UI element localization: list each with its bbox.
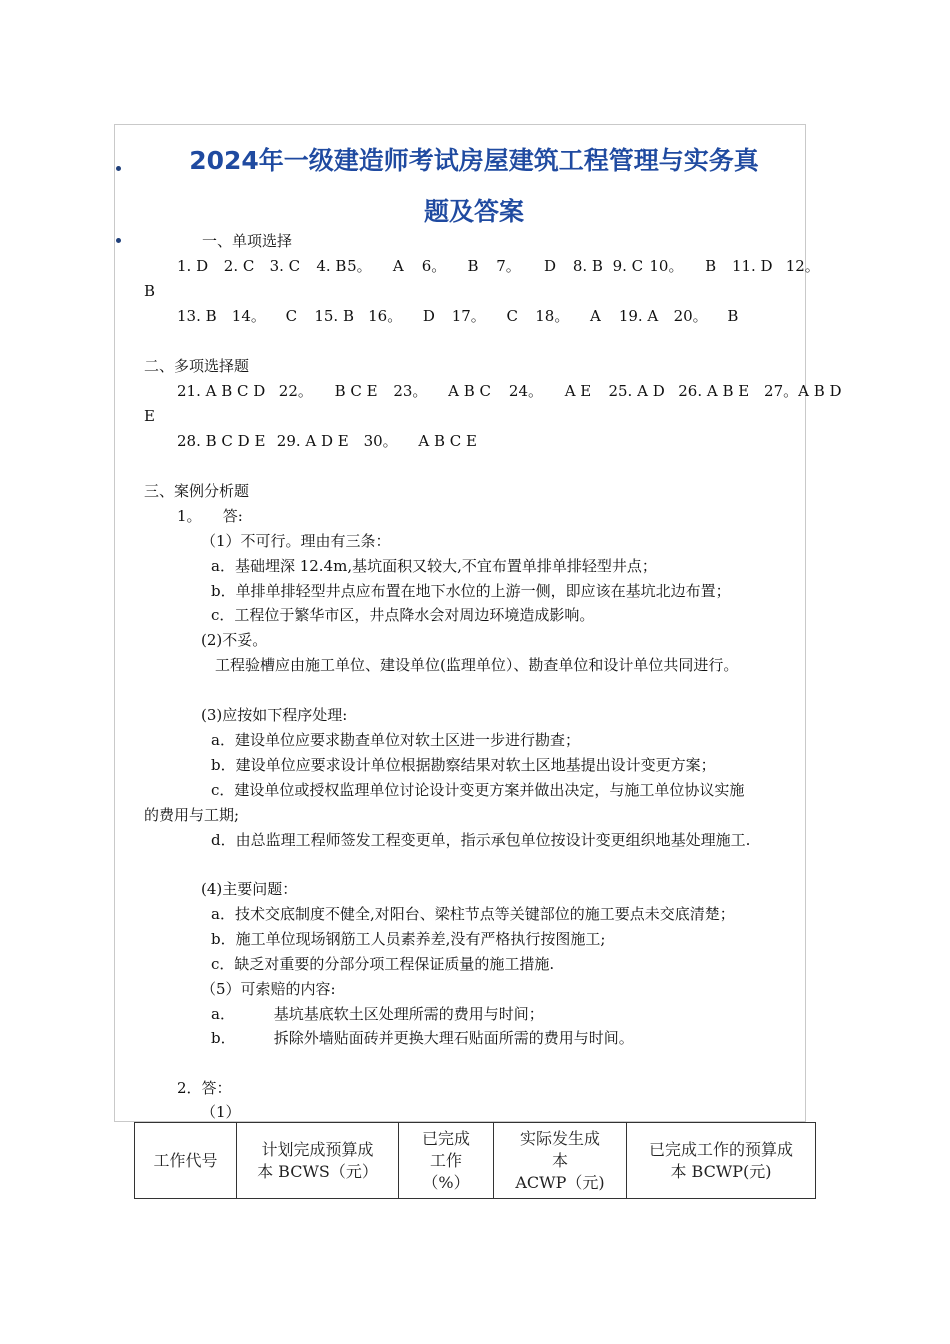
section-heading-case-analysis: 三、案例分析题 (144, 482, 250, 500)
list-text: 拆除外墙贴面砖并更换大理石贴面所需的费用与时间。 (273, 1029, 634, 1047)
answer-paragraph: c．建设单位或授权监理单位讨论设计变更方案并做出决定，与施工单位协议实施 (211, 781, 745, 799)
document-title-line2: 题及答案 (423, 197, 524, 226)
header-text: 已完成 (421, 1128, 470, 1148)
answer-item: 12。 (785, 257, 820, 275)
answer-item: A (590, 307, 601, 325)
answer-item: A E (564, 382, 592, 400)
header-text: 实际发生成 (519, 1128, 600, 1148)
answer-item: 4. B (316, 257, 347, 275)
question-label (177, 506, 243, 526)
answer-item: C (506, 307, 518, 325)
question-label: 2．答： (177, 1079, 232, 1097)
answer-paragraph: a．建设单位应要求勘查单位对软土区进一步进行勘查； (211, 731, 580, 749)
answer-paragraph: 的费用与工期; (144, 806, 240, 824)
table-header-cell (237, 1123, 399, 1199)
answer-item: 18。 (535, 307, 570, 325)
table-header-cell (494, 1123, 627, 1199)
answer-item: B C E (334, 382, 378, 400)
answer-item: 2. C (223, 257, 255, 275)
answer-item: 6。 (421, 257, 447, 275)
answer-row-wrap: E (144, 407, 155, 425)
table-header-cell (399, 1123, 494, 1199)
answer-item: A (392, 257, 404, 275)
answer-row (177, 381, 842, 401)
answer-item: 19. A (618, 307, 659, 325)
answer-item: A B C E (418, 432, 477, 450)
section-heading-multiple-choice: 二、多项选择题 (144, 357, 250, 375)
answer-item: 15. B (314, 307, 354, 325)
answer-label: 答: (222, 507, 243, 525)
answer-item: 10。 (649, 257, 684, 275)
answer-item: C (285, 307, 298, 325)
answer-paragraph: (2)不妥。 (201, 631, 268, 649)
answer-paragraph: d．由总监理工程师签发工程变更单，指示承包单位按设计变更组织地基处理施工. (211, 831, 751, 849)
answer-paragraph: （5）可索赔的内容: (201, 980, 336, 998)
cost-table (134, 1122, 816, 1199)
answer-item: 30。 (363, 432, 398, 450)
answer-item: 23。 (393, 382, 428, 400)
answer-paragraph: (3)应按如下程序处理: (201, 706, 348, 724)
answer-row (177, 256, 820, 276)
answer-item: D (422, 307, 435, 325)
header-text: 工作 (429, 1150, 462, 1170)
answer-item: A B C (448, 382, 491, 400)
answer-item: 8. B (572, 257, 603, 275)
bullet-icon (116, 238, 121, 243)
document-title-line1: 2024年一级建造师考试房屋建筑工程管理与实务真 (189, 146, 759, 175)
answer-paragraph: (4)主要问题： (201, 880, 298, 898)
answer-item: 9. C (612, 257, 644, 275)
list-text: 基坑基底软土区处理所需的费用与时间； (273, 1005, 544, 1023)
answer-item: 25. A D (608, 382, 665, 400)
header-text: 工作代号 (153, 1150, 218, 1170)
list-marker: b． (211, 1029, 236, 1047)
answer-item: B (467, 257, 479, 275)
answer-paragraph (211, 1028, 634, 1048)
header-text: 计划完成预算成 (261, 1139, 374, 1159)
answer-item: 29. A D E (276, 432, 349, 450)
header-text: 已完成工作的预算成 (648, 1139, 793, 1159)
answer-item: 11. D (731, 257, 773, 275)
answer-row (177, 431, 477, 451)
answer-item: 7。 (496, 257, 521, 275)
answer-paragraph: 工程验槽应由施工单位、建设单位(监理单位）、勘查单位和设计单位共同进行。 (215, 656, 739, 674)
answer-paragraph: （1） (201, 1103, 241, 1121)
answer-item: 13. B (177, 307, 217, 325)
answer-item: D (544, 257, 557, 275)
list-marker: a． (211, 1005, 235, 1023)
answer-paragraph: c．缺乏对重要的分部分项工程保证质量的施工措施. (211, 955, 555, 973)
table-header-cell (627, 1123, 816, 1199)
answer-item: 22。 (278, 382, 313, 400)
answer-paragraph: b．单排单排轻型井点应布置在地下水位的上游一侧，即应该在基坑北边布置； (211, 582, 731, 600)
table-header-row (135, 1123, 816, 1199)
answer-item: B (727, 307, 739, 325)
section-heading-single-choice: 一、单项选择 (202, 232, 293, 250)
bullet-icon (116, 166, 121, 171)
answer-item: 14。 (231, 307, 266, 325)
table-header-cell (135, 1123, 237, 1199)
answer-paragraph: a．基础埋深 12.4m,基坑面积又较大,不宜布置单排单排轻型井点； (211, 557, 657, 575)
answer-item: 1. D (177, 257, 209, 275)
answer-item: 21. A B C D (177, 382, 266, 400)
answer-row-wrap: B (144, 282, 156, 300)
answer-item: 5。 (347, 257, 372, 275)
header-text: ACWP（元) (515, 1172, 605, 1192)
answer-item: 16。 (368, 307, 403, 325)
answer-paragraph (211, 1004, 544, 1024)
header-text: 本 (551, 1150, 568, 1170)
answer-item: 28. B C D E (177, 432, 266, 450)
answer-item: 17。 (451, 307, 486, 325)
header-text: （%） (422, 1172, 470, 1192)
answer-row (177, 306, 738, 326)
header-text: 本 BCWP(元) (670, 1161, 772, 1181)
answer-item: 24。 (508, 382, 543, 400)
answer-paragraph: a．技术交底制度不健全,对阳台、梁柱节点等关键部位的施工要点未交底清楚； (211, 905, 735, 923)
answer-item: 20。 (673, 307, 708, 325)
answer-paragraph: c．工程位于繁华市区，井点降水会对周边环境造成影响。 (211, 606, 595, 624)
header-text: 本 BCWS（元） (257, 1161, 378, 1181)
answer-item: 27。A B D (764, 382, 842, 400)
answer-item: B (705, 257, 717, 275)
answer-paragraph: （1）不可行。理由有三条： (201, 532, 391, 550)
answer-item: 26. A B E (678, 382, 750, 400)
answer-paragraph: b．施工单位现场钢筋工人员素养差,没有严格执行按图施工; (211, 930, 606, 948)
answer-item: 3. C (269, 257, 301, 275)
answer-paragraph: b．建设单位应要求设计单位根据勘察结果对软土区地基提出设计变更方案； (211, 756, 716, 774)
question-number: 1。 (177, 507, 202, 525)
